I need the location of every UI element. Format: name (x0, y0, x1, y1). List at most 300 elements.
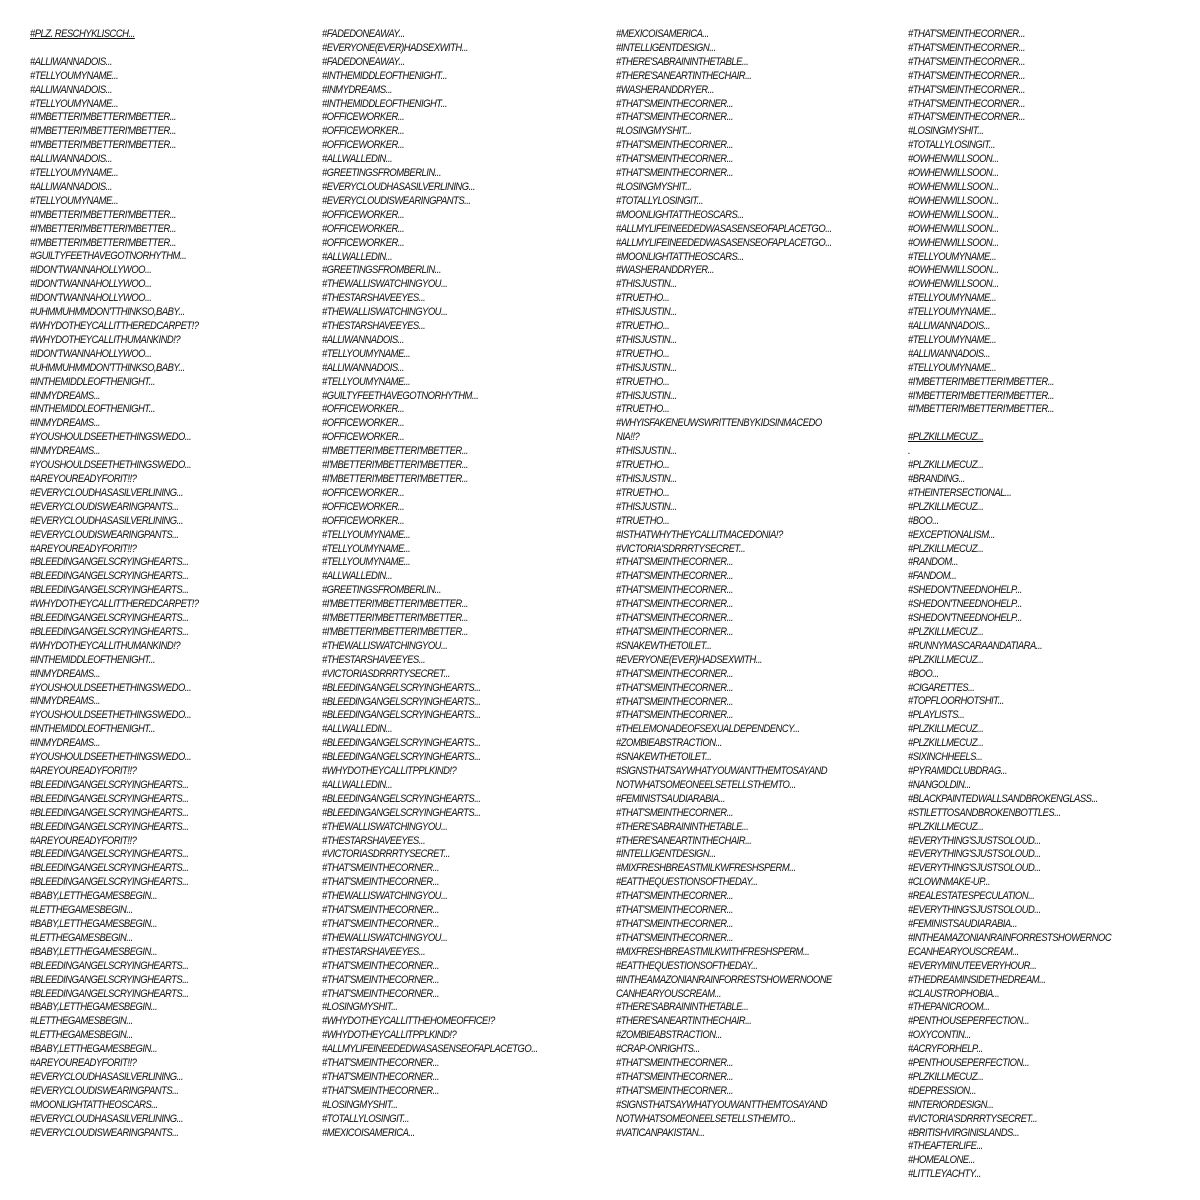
text-line: #OWHENWILLSOON... (908, 194, 999, 207)
text-line: #BRITISHVIRGINISLANDS... (908, 1126, 1020, 1139)
text-line: #TELLYOUMYNAME... (30, 97, 119, 110)
text-line: #EVERYCLOUDHASASILVERLINING... (30, 514, 183, 527)
text-line: #BLEEDINGANGELSCRYINGHEARTS... (30, 625, 189, 638)
text-line: #CIGARETTES... (908, 681, 975, 694)
text-line: #EATTHEQUESTIONSOFTHEDAY... (616, 876, 758, 889)
text-line: #WASHERANDDRYER... (616, 83, 714, 96)
text-line: #BLEEDINGANGELSCRYINGHEARTS... (30, 778, 189, 791)
text-line: #THEWALLISWATCHINGYOU... (322, 278, 448, 291)
text-line: #INTHEAMAZONIANRAINFORRESTSHOWERNOC (908, 931, 1112, 944)
text-line: #OWHENWILLSOON... (908, 222, 999, 235)
text-line: #ALLWALLEDIN... (322, 250, 393, 263)
text-line: #THAT'SMEINTHECORNER... (616, 625, 733, 638)
text-line: #I'MBETTERI'MBETTERI'MBETTER... (322, 445, 469, 458)
text-line: #BLEEDINGANGELSCRYINGHEARTS... (30, 876, 189, 889)
text-line: #LOSINGMYSHIT... (322, 1098, 398, 1111)
text-line: #BLEEDINGANGELSCRYINGHEARTS... (30, 570, 189, 583)
text-line: #AREYOUREADYFORIT!!? (30, 1057, 137, 1070)
text-line: #SNAKEWTHETOILET... (616, 639, 712, 652)
text-line: #INMYDREAMS... (30, 737, 101, 750)
text-line: #PLZKILLMECUZ... (908, 625, 984, 638)
text-line: #PLZKILLMECUZ... (908, 431, 984, 444)
text-line: #UHMMUHMMDON'TTHINKSO,BABY... (30, 306, 185, 319)
text-line: #CLAUSTROPHOBIA... (908, 987, 1000, 1000)
text-line: #INMYDREAMS... (322, 83, 393, 96)
text-line: #I'MBETTERI'MBETTERI'MBETTER... (322, 459, 469, 472)
text-line: #LOSINGMYSHIT... (616, 125, 692, 138)
text-line: #THAT'SMEINTHECORNER... (616, 97, 733, 110)
text-line: #GUILTYFEETHAVEGOTNORHYTHM... (30, 250, 187, 263)
text-line: #BLEEDINGANGELSCRYINGHEARTS... (30, 584, 189, 597)
text-line: #ALLIWANNADOIS... (908, 347, 991, 360)
text-line: #TRUETHO... (616, 514, 670, 527)
text-column-4 (908, 28, 1183, 1181)
text-line: #MOONLIGHTATTHEOSCARS... (30, 1098, 158, 1111)
text-line: #IDON'TWANNAHOLLYWOO... (30, 264, 152, 277)
text-line: #LOSINGMYSHIT... (322, 1001, 398, 1014)
text-line: #OFFICEWORKER... (322, 208, 405, 221)
text-line: #DEPRESSION... (908, 1084, 976, 1097)
text-line: #ALLWALLEDIN... (322, 153, 393, 166)
text-line: #THAT'SMEINTHECORNER... (616, 139, 733, 152)
text-line: #THERE'SANEARTINTHECHAIR... (616, 1015, 752, 1028)
text-line: #OWHENWILLSOON... (908, 236, 999, 249)
text-line: #ALLIWANNADOIS... (30, 180, 113, 193)
text-line: #THEWALLISWATCHINGYOU... (322, 890, 448, 903)
text-line: #INTHEMIDDLEOFTHENIGHT... (30, 375, 155, 388)
text-line: #INTELLIGENTDESIGN... (616, 41, 716, 54)
text-line: #YOUSHOULDSEETHETHINGSWEDO... (30, 709, 192, 722)
text-line: #I'MBETTERI'MBETTERI'MBETTER... (30, 236, 177, 249)
text-line: #PLZKILLMECUZ... (908, 737, 984, 750)
text-line: #TRUETHO... (616, 347, 670, 360)
text-line: #WHYDOTHEYCALLITPPLKIND!? (322, 1029, 457, 1042)
text-line: #THISJUSTIN... (616, 278, 677, 291)
text-line: #PENTHOUSEPERFECTION... (908, 1015, 1030, 1028)
text-line: #THERE'SABRAININTHETABLE... (616, 820, 749, 833)
text-line: #MOONLIGHTATTHEOSCARS... (616, 208, 744, 221)
text-line: #THAT'SMEINTHECORNER... (616, 111, 733, 124)
text-line: #BLEEDINGANGELSCRYINGHEARTS... (322, 695, 481, 708)
text-line: #OWHENWILLSOON... (908, 278, 999, 291)
text-line: #OFFICEWORKER... (322, 500, 405, 513)
text-line: #PLAYLISTS... (908, 709, 965, 722)
text-line: #EVERYTHING'SJUSTSOLOUD... (908, 904, 1041, 917)
text-line: #THAT'SMEINTHECORNER... (908, 111, 1025, 124)
text-line: #ALLWALLEDIN... (322, 570, 393, 583)
text-line: #INTHEMIDDLEOFTHENIGHT... (322, 69, 447, 82)
text-line: #I'MBETTERI'MBETTERI'MBETTER... (30, 139, 177, 152)
text-line: #I'MBETTERI'MBETTERI'MBETTER... (30, 125, 177, 138)
text-line: #THAT'SMEINTHECORNER... (616, 806, 733, 819)
text-line: #SIGNSTHATSAYWHATYOUWANTTHEMTOSAYAND (616, 765, 828, 778)
text-line: #TELLYOUMYNAME... (322, 556, 411, 569)
text-line: #THISJUSTIN... (616, 473, 677, 485)
text-line: #ISTHATWHYTHEYCALLITMACEDONIA!? (616, 528, 783, 541)
text-line: #LETTHEGAMESBEGIN... (30, 931, 133, 944)
text-line: #LETTHEGAMESBEGIN... (30, 1015, 133, 1028)
text-line: #THISJUSTIN... (616, 361, 677, 374)
text-line: #FEMINISTSAUDIARABIA... (908, 917, 1018, 930)
text-line: #ALLWALLEDIN... (322, 723, 393, 736)
text-line: #TELLYOUMYNAME... (908, 306, 997, 319)
text-line: #OFFICEWORKER... (322, 431, 405, 444)
text-line: #THAT'SMEINTHECORNER... (616, 570, 733, 583)
text-line: #OFFICEWORKER... (322, 403, 405, 416)
text-line: #BLEEDINGANGELSCRYINGHEARTS... (322, 709, 481, 722)
text-line: #TELLYOUMYNAME... (322, 375, 411, 388)
text-line: #ALLMYLIFEINEEDEDWASASENSEOFAPLACETGO... (616, 222, 832, 235)
text-column-2 (322, 28, 606, 1172)
text-line: #STILETTOSANDBROKENBOTTLES... (908, 806, 1061, 819)
text-line: #ALLIWANNADOIS... (30, 153, 113, 166)
text-line: #THAT'SMEINTHECORNER... (322, 1070, 439, 1083)
text-line: #WHYDOTHEYCALLITHUMANKIND!? (30, 639, 181, 652)
text-line: #TRUETHO... (616, 320, 670, 333)
text-line: #THAT'SMEINTHECORNER... (616, 709, 733, 722)
text-line: #TOTALLYLOSINGIT... (616, 194, 703, 207)
text-line: #PLZKILLMECUZ... (908, 459, 984, 472)
text-line: #TRUETHO... (616, 375, 670, 388)
text-line: #BABY,LETTHEGAMESBEGIN... (30, 945, 158, 958)
text-line: #EVERYCLOUDISWEARINGPANTS... (30, 500, 179, 513)
text-line: #THAT'SMEINTHECORNER... (616, 890, 733, 903)
text-line: #THAT'SMEINTHECORNER... (908, 69, 1025, 82)
text-line: #MEXICOISAMERICA... (322, 1126, 415, 1139)
text-line: #THERE'SABRAININTHETABLE... (616, 1001, 749, 1014)
text-line: #THAT'SMEINTHECORNER... (322, 1084, 439, 1097)
text-line: #OWHENWILLSOON... (908, 153, 999, 166)
text-line: #MIXFRESHBREASTMILKWITHFRESHSPERM... (616, 945, 810, 958)
text-line: #IDON'TWANNAHOLLYWOO... (30, 292, 152, 305)
text-line: #INMYDREAMS... (30, 445, 101, 458)
text-line: #THAT'SMEINTHECORNER... (322, 876, 439, 889)
text-line: #TRUETHO... (616, 292, 670, 305)
text-line: #SIGNSTHATSAYWHATYOUWANTTHEMTOSAYAND (616, 1098, 828, 1111)
text-line: #NANGOLDIN... (908, 778, 971, 791)
text-line: #OFFICEWORKER... (322, 125, 405, 138)
text-line: #MEXICOISAMERICA... (616, 28, 709, 40)
text-line: #TELLYOUMYNAME... (322, 528, 411, 541)
text-line: #THEWALLISWATCHINGYOU... (322, 931, 448, 944)
text-line: #BOO... (908, 667, 939, 680)
text-line: #EVERYTHING'SJUSTSOLOUD... (908, 862, 1041, 875)
text-line: #EVERYCLOUDISWEARINGPANTS... (322, 194, 471, 207)
text-line: #THAT'SMEINTHECORNER... (908, 28, 1025, 40)
text-line: #EVERYCLOUDISWEARINGPANTS... (30, 528, 179, 541)
text-line: #THEWALLISWATCHINGYOU... (322, 820, 448, 833)
text-line: #TELLYOUMYNAME... (908, 292, 997, 305)
text-line: #INTHEAMAZONIANRAINFORRESTSHOWERNOONE (616, 973, 832, 986)
text-line: #BLEEDINGANGELSCRYINGHEARTS... (30, 848, 189, 861)
text-line: #PLZKILLMECUZ... (908, 1070, 984, 1083)
text-line: #THAT'SMEINTHECORNER... (616, 1057, 733, 1070)
text-line: #TOTALLYLOSINGIT... (322, 1112, 409, 1125)
text-line: #EXCEPTIONALISM... (908, 528, 995, 541)
text-line: #FANDOM... (908, 570, 957, 583)
text-line: #MIXFRESHBREASTMILKWFRESHSPERM... (616, 862, 796, 875)
text-line: #ALLIWANNADOIS... (30, 55, 113, 68)
text-line: #THERE'SANEARTINTHECHAIR... (616, 69, 752, 82)
text-column-3 (616, 28, 908, 1172)
text-line: #THAT'SMEINTHECORNER... (322, 862, 439, 875)
text-line: #I'MBETTERI'MBETTERI'MBETTER... (322, 598, 469, 611)
text-line: #ALLIWANNADOIS... (908, 320, 991, 333)
text-line: #BLACKPAINTEDWALLSANDBROKENGLASS... (908, 792, 1098, 805)
text-line: #ALLWALLEDIN... (322, 778, 393, 791)
text-line: #THESTARSHAVEEYES... (322, 320, 426, 333)
text-line: #EVERYCLOUDHASASILVERLINING... (30, 1070, 183, 1083)
text-line: #WASHERANDDRYER... (616, 264, 714, 277)
text-line: #SHEDON'TNEEDNOHELP... (908, 598, 1022, 611)
text-line: #ALLMYLIFEINEEDEDWASASENSEOFAPLACETGO... (616, 236, 832, 249)
text-line: #INTHEMIDDLEOFTHENIGHT... (30, 653, 155, 666)
text-line: #INTELLIGENTDESIGN... (616, 848, 716, 861)
text-line: ECANHEARYOUSCREAM... (908, 945, 1019, 958)
text-line: #OFFICEWORKER... (322, 417, 405, 430)
text-line: #WHYDOTHEYCALLITTHEREDCARPET!? (30, 320, 199, 333)
text-line: #BLEEDINGANGELSCRYINGHEARTS... (30, 806, 189, 819)
text-line: #OFFICEWORKER... (322, 236, 405, 249)
text-line: #TRUETHO... (616, 459, 670, 472)
text-line: #PLZKILLMECUZ... (908, 500, 984, 513)
text-line: #THAT'SMEINTHECORNER... (616, 681, 733, 694)
text-line: #BLEEDINGANGELSCRYINGHEARTS... (30, 820, 189, 833)
text-line: #THEAFTERLIFE... (908, 1140, 983, 1153)
text-line: #HOMEALONE... (908, 1154, 975, 1167)
text-line: #OFFICEWORKER... (322, 222, 405, 235)
text-line: #THAT'SMEINTHECORNER... (616, 1084, 733, 1097)
text-line: #GREETINGSFROMBERLIN... (322, 584, 442, 597)
text-line: #THEINTERSECTIONAL... (908, 486, 1012, 499)
text-line: #BLEEDINGANGELSCRYINGHEARTS... (30, 862, 189, 875)
text-line: #TOTALLYLOSINGIT... (908, 139, 995, 152)
text-line: #TELLYOUMYNAME... (908, 361, 997, 374)
text-line: #SHEDON'TNEEDNOHELP... (908, 584, 1022, 597)
text-line: #BLEEDINGANGELSCRYINGHEARTS... (322, 737, 481, 750)
text-line: #GREETINGSFROMBERLIN... (322, 167, 442, 180)
text-line: #THERE'SANEARTINTHECHAIR... (616, 834, 752, 847)
text-line: #UHMMUHMMDON'TTHINKSO,BABY... (30, 361, 185, 374)
text-line: #VICTORIA'SDRRRTYSECRET... (616, 542, 746, 555)
text-line: #BABY,LETTHEGAMESBEGIN... (30, 890, 158, 903)
text-line: #EVERYMINUTEEVERYHOUR... (908, 959, 1037, 972)
text-line: #LITTLEYACHTY... (908, 1168, 981, 1181)
text-line: #THESTARSHAVEEYES... (322, 945, 426, 958)
text-line: #THAT'SMEINTHECORNER... (616, 598, 733, 611)
text-line: #INTERIORDESIGN... (908, 1098, 994, 1111)
text-line: #WHYDOTHEYCALLITTHEREDCARPET!? (30, 598, 199, 611)
text-line: #AREYOUREADYFORIT!!? (30, 542, 137, 555)
text-line: #ALLIWANNADOIS... (322, 361, 405, 374)
text-line: #LOSINGMYSHIT... (616, 180, 692, 193)
text-line: #INMYDREAMS... (30, 417, 101, 430)
text-line: #BABY,LETTHEGAMESBEGIN... (30, 1001, 158, 1014)
text-line: #THELEMONADEOFSEXUALDEPENDENCY... (616, 723, 800, 736)
text-line: #TELLYOUMYNAME... (30, 194, 119, 207)
text-line: #TELLYOUMYNAME... (322, 347, 411, 360)
text-line: #INMYDREAMS... (30, 667, 101, 680)
text-line: #RANDOM... (908, 556, 959, 569)
text-line: #OFFICEWORKER... (322, 111, 405, 124)
text-line: #TOPFLOORHOTSHIT... (908, 695, 1004, 708)
text-line: #BLEEDINGANGELSCRYINGHEARTS... (322, 792, 481, 805)
text-line: #THAT'SMEINTHECORNER... (616, 904, 733, 917)
text-line: #GREETINGSFROMBERLIN... (322, 264, 442, 277)
text-line: #SHEDON'TNEEDNOHELP... (908, 612, 1022, 625)
text-line: #LETTHEGAMESBEGIN... (30, 904, 133, 917)
text-line: #YOUSHOULDSEETHETHINGSWEDO... (30, 459, 192, 472)
text-line: #TELLYOUMYNAME... (30, 69, 119, 82)
text-line: #THEPANICROOM... (908, 1001, 990, 1014)
text-line: #THAT'SMEINTHECORNER... (616, 931, 733, 944)
text-line: #EVERYCLOUDHASASILVERLINING... (30, 1112, 183, 1125)
text-line: #BOO... (908, 514, 939, 527)
text-line: #IDON'TWANNAHOLLYWOO... (30, 278, 152, 291)
text-line: #EVERYONE(EVER)HADSEXWITH... (616, 653, 763, 666)
text-line: #BLEEDINGANGELSCRYINGHEARTS... (322, 681, 481, 694)
text-line: #THEWALLISWATCHINGYOU... (322, 639, 448, 652)
text-line: #REALESTATESPECULATION... (908, 890, 1035, 903)
text-line: #THAT'SMEINTHECORNER... (616, 1070, 733, 1083)
text-line: #THAT'SMEINTHECORNER... (616, 612, 733, 625)
text-line: #THISJUSTIN... (616, 306, 677, 319)
text-line: #EVERYCLOUDISWEARINGPANTS... (30, 1084, 179, 1097)
text-line: #OWHENWILLSOON... (908, 180, 999, 193)
text-line: #WHYDOTHEYCALLITPPLKIND!? (322, 765, 457, 778)
text-line: #THAT'SMEINTHECORNER... (616, 695, 733, 708)
text-line: #LOSINGMYSHIT... (908, 125, 984, 138)
text-line: #VICTORIASDRRRTYSECRET... (322, 848, 450, 861)
text-line: #TRUETHO... (616, 403, 670, 416)
text-line: #BABY,LETTHEGAMESBEGIN... (30, 917, 158, 930)
text-line: #THAT'SMEINTHECORNER... (616, 667, 733, 680)
text-line: #WHYDOTHEYCALLITTHEHOMEOFFICE!? (322, 1015, 495, 1028)
text-line: #PYRAMIDCLUBDRAG... (908, 765, 1008, 778)
text-line: #OWHENWILLSOON... (908, 264, 999, 277)
text-line: #VICTORIASDRRRTYSECRET... (322, 667, 450, 680)
text-line: #OFFICEWORKER... (322, 514, 405, 527)
text-line: #THEWALLISWATCHINGYOU... (322, 306, 448, 319)
text-line: #BRANDING... (908, 472, 965, 485)
text-line: #EVERYTHING'SJUSTSOLOUD... (908, 834, 1041, 847)
text-line: #I'MBETTERI'MBETTERI'MBETTER... (908, 375, 1055, 388)
text-line: #PLZKILLMECUZ... (908, 723, 984, 736)
text-line: #BLEEDINGANGELSCRYINGHEARTS... (30, 556, 189, 569)
text-line: #BLEEDINGANGELSCRYINGHEARTS... (30, 973, 189, 986)
text-line: #PLZKILLMECUZ... (908, 542, 984, 555)
text-line: #THAT'SMEINTHECORNER... (616, 153, 733, 166)
text-line: #RUNNYMASCARAANDATIARA... (908, 639, 1043, 652)
text-line: #EVERYCLOUDHASASILVERLINING... (322, 180, 475, 193)
text-line: #I'MBETTERI'MBETTERI'MBETTER... (322, 473, 469, 485)
text-line: #PENTHOUSEPERFECTION... (908, 1057, 1030, 1070)
text-line: #THAT'SMEINTHECORNER... (616, 918, 733, 930)
text-line: #INTHEMIDDLEOFTHENIGHT... (30, 403, 155, 416)
text-line: #FADEDONEAWAY... (322, 55, 405, 68)
text-line: #EVERYCLOUDISWEARINGPANTS... (30, 1126, 179, 1139)
text-line: #FEMINISTSAUDIARABIA... (616, 792, 726, 805)
text-line: #BLEEDINGANGELSCRYINGHEARTS... (30, 792, 189, 805)
text-line: #PLZKILLMECUZ... (908, 653, 984, 666)
text-line: #YOUSHOULDSEETHETHINGSWEDO... (30, 681, 192, 694)
text-line: #GUILTYFEETHAVEGOTNORHYTHM... (322, 389, 479, 402)
text-line: #AREYOUREADYFORIT!!? (30, 472, 137, 485)
text-line: #ALLMYLIFEINEEDEDWASASENSEOFAPLACETGO... (322, 1043, 538, 1056)
text-line: #OXYCONTIN... (908, 1029, 971, 1042)
text-line: #ZOMBIEABSTRACTION... (616, 1029, 722, 1042)
text-line: CANHEARYOUSCREAM... (616, 987, 721, 1000)
text-line: #BABY,LETTHEGAMESBEGIN... (30, 1043, 158, 1056)
text-line: #THAT'SMEINTHECORNER... (322, 904, 439, 917)
text-line: #TELLYOUMYNAME... (908, 333, 997, 346)
text-line: #PLZKILLMECUZ... (908, 820, 984, 833)
text-line: #THAT'SMEINTHECORNER... (616, 167, 733, 180)
text-line: #I'MBETTERI'MBETTERI'MBETTER... (908, 389, 1055, 402)
text-line: #THAT'SMEINTHECORNER... (616, 556, 733, 569)
text-line: #I'MBETTERI'MBETTERI'MBETTER... (30, 111, 177, 124)
text-line: #THAT'SMEINTHECORNER... (908, 97, 1025, 110)
text-line: #CRAP-ONRIGHTS... (616, 1043, 700, 1056)
text-line: #I'MBETTERI'MBETTERI'MBETTER... (322, 625, 469, 638)
text-line: #I'MBETTERI'MBETTERI'MBETTER... (30, 222, 177, 235)
text-line: #ZOMBIEABSTRACTION... (616, 737, 722, 750)
text-line: #INTHEMIDDLEOFTHENIGHT... (30, 723, 155, 736)
text-line: #BLEEDINGANGELSCRYINGHEARTS... (30, 959, 189, 972)
text-line: #THISJUSTIN... (616, 445, 677, 458)
text-line: . (908, 445, 911, 458)
text-line: #YOUSHOULDSEETHETHINGSWEDO... (30, 751, 192, 764)
text-line: #ACRYFORHELP... (908, 1043, 983, 1056)
text-line: #THAT'SMEINTHECORNER... (322, 1057, 439, 1070)
text-line: #VICTORIA'SDRRRTYSECRET... (908, 1112, 1038, 1125)
text-line: NIA!!? (616, 431, 640, 444)
text-line: #INMYDREAMS... (30, 695, 101, 708)
text-line: #WHYISFAKENEUWSWRITTENBYKIDSINMACEDO (616, 417, 822, 430)
text-line: #THAT'SMEINTHECORNER... (322, 987, 439, 1000)
text-line (908, 417, 1183, 431)
text-line: #THERE'SABRAININTHETABLE... (616, 55, 749, 68)
text-line: #I'MBETTERI'MBETTERI'MBETTER... (908, 403, 1055, 416)
text-line: #EVERYONE(EVER)HADSEXWITH... (322, 41, 469, 54)
text-line: #THESTARSHAVEEYES... (322, 653, 426, 666)
text-line: #THAT'SMEINTHECORNER... (908, 55, 1025, 68)
text-line: #THAT'SMEINTHECORNER... (908, 83, 1025, 96)
text-line: #THESTARSHAVEEYES... (322, 834, 426, 847)
text-line: #BLEEDINGANGELSCRYINGHEARTS... (30, 987, 189, 1000)
text-line: #BLEEDINGANGELSCRYINGHEARTS... (322, 751, 481, 764)
text-line: #OFFICEWORKER... (322, 486, 405, 499)
text-line: #I'MBETTERI'MBETTERI'MBETTER... (30, 208, 177, 221)
text-line: #OWHENWILLSOON... (908, 208, 999, 221)
text-line: #THISJUSTIN... (616, 389, 677, 402)
text-line: #THAT'SMEINTHECORNER... (322, 918, 439, 930)
text-line: #YOUSHOULDSEETHETHINGSWEDO... (30, 431, 192, 444)
text-line: #IDON'TWANNAHOLLYWOO... (30, 347, 152, 360)
text-line: #THAT'SMEINTHECORNER... (322, 959, 439, 972)
text-line: #SNAKEWTHETOILET... (616, 751, 712, 764)
text-line: #THISJUSTIN... (616, 500, 677, 513)
text-line: #CLOWNMAKE-UP... (908, 876, 990, 889)
text-line: #BLEEDINGANGELSCRYINGHEARTS... (322, 806, 481, 819)
text-line: NOTWHATSOMEONEELSETELLSTHEMTO... (616, 1112, 796, 1125)
text-line: #TELLYOUMYNAME... (30, 167, 119, 180)
text-line: #OFFICEWORKER... (322, 139, 405, 152)
text-column-1 (30, 28, 305, 1172)
text-line: #BLEEDINGANGELSCRYINGHEARTS... (30, 612, 189, 625)
text-line: #THISJUSTIN... (616, 333, 677, 346)
text-line: #THESTARSHAVEEYES... (322, 292, 426, 305)
